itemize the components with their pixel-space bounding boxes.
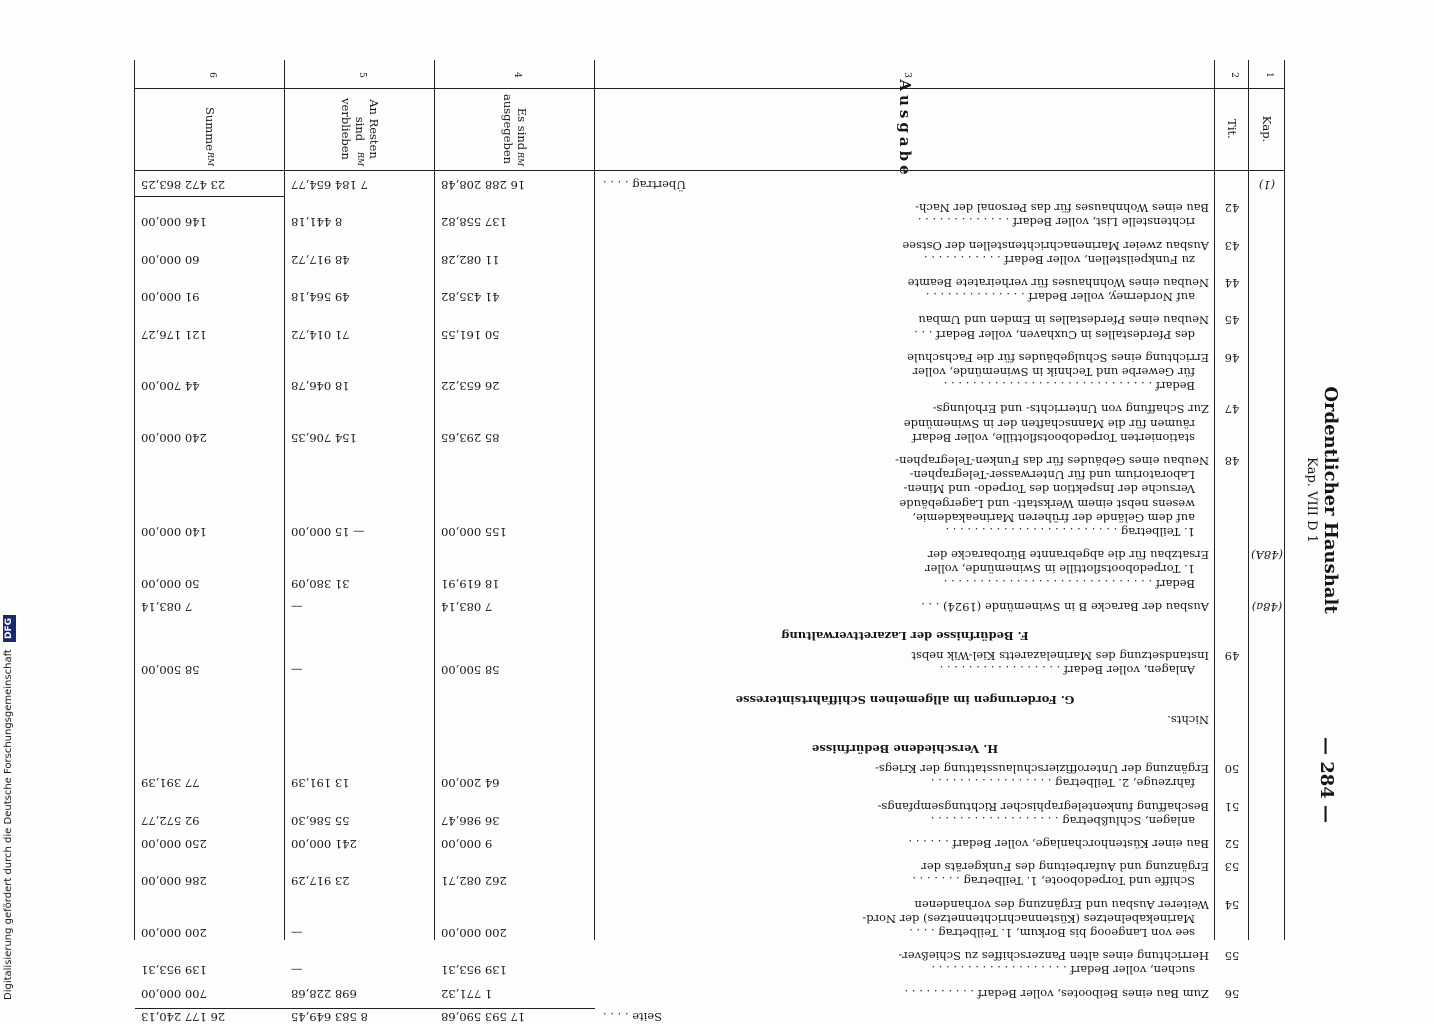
row-amount-n1: 17 593 590,68: [441, 1009, 526, 1024]
row-amount-n1: 58 500,00: [441, 663, 500, 678]
table-row: [135, 860, 1285, 888]
row-description-line: für Gewerbe und Technik in Swinemünde, voller: [912, 365, 1195, 380]
row-tit: 55: [1224, 949, 1240, 964]
header-rule: [135, 170, 1285, 171]
row-amount-n1: 26 653,22: [441, 379, 500, 394]
row-tit: 50: [1224, 762, 1240, 777]
table-row: [135, 178, 1285, 192]
column-number: 1: [1264, 72, 1274, 78]
row-amount-n3: 91 000,00: [141, 290, 200, 305]
row-tit: 47: [1224, 402, 1240, 417]
row-description-line: Errichtung eines Schulgebäudes für die Fachschule: [907, 350, 1209, 365]
section-heading-text: G. Forderungen im allgemeinen Schiffahrtsinteresse: [735, 692, 1075, 707]
row-amount-n2: — 15 000,00: [291, 525, 365, 540]
row-amount-n3: 7 083,14: [141, 599, 193, 614]
row-description-line: Ausbau zweier Marinenachrichtenstellen der Ostsee: [902, 238, 1209, 253]
row-tit: 45: [1224, 313, 1240, 328]
section-heading: [595, 629, 1215, 643]
row-description-line: wesens nebst einem Werkstatt- und Lagergebäude: [899, 496, 1195, 511]
row-amount-n1: 137 558,82: [441, 215, 507, 230]
column-header-tit: Tit.: [1225, 119, 1239, 139]
row-tit: 56: [1224, 986, 1240, 1001]
row-description-line: auf dem Gelände der früheren Marineakademie,: [912, 510, 1195, 525]
row-tit: 54: [1224, 897, 1240, 912]
row-amount-n3: 250 000,00: [141, 837, 207, 852]
row-amount-n2: 23 917,29: [291, 874, 350, 889]
dfg-note-text: Digitalisierung gefördert durch die Deutsche Forschungsgemeinschaft: [3, 649, 14, 1000]
row-description-line: Bedarf . . . . . . . . . . . . . . . . . . . . . . . . . . . . .: [943, 576, 1195, 591]
row-amount-n3: 146 000,00: [141, 215, 207, 230]
row-description-line: 1. Teilbetrag . . . . . . . . . . . . . . . . . . . . . . . .: [945, 525, 1195, 540]
header-rule: [135, 88, 1285, 89]
row-description-line: Ergänzung und Aufarbeitung des Funkgeräts der: [921, 860, 1209, 875]
row-amount-n1: 18 619,91: [441, 576, 500, 591]
table-row: [135, 201, 1285, 229]
row-amount-n3: 92 572,77: [141, 813, 200, 828]
document-page: [90, 60, 1345, 1024]
column-number: 5: [357, 72, 367, 78]
row-description-line: Zur Schaffung von Unterrichts- und Erholungs-: [932, 402, 1209, 417]
row-tit: 51: [1224, 799, 1240, 814]
row-description-line: fahrzeuge, 2. Teilbetrag . . . . . . . . . . . . . . . . .: [930, 776, 1195, 791]
row-amount-n1: 41 435,82: [441, 290, 500, 305]
row-amount-n1: 36 986,47: [441, 813, 500, 828]
row-amount-n3: 139 953,31: [141, 963, 207, 978]
row-description-line: zu Funkpeilstellen, voller Bedarf . . . . . . . . . . .: [924, 252, 1195, 267]
row-description-line: Ausbau der Baracke B in Swinemünde (1924) . . .: [921, 599, 1209, 614]
row-amount-n2: 71 014,72: [291, 327, 350, 342]
row-amount-n2: —: [291, 963, 303, 978]
row-amount-n3: 60 000,00: [141, 252, 200, 267]
row-description-line: Ersatzbau für die abgebrannte Bürobaracke der: [927, 548, 1209, 563]
row-description-line: auf Norderney, voller Bedarf . . . . . . . . . . . . . .: [925, 290, 1195, 305]
row-description-line: Beschaffung funkentelegraphischer Richtungsempfangs-: [877, 799, 1209, 814]
row-description-line: des Pferdestalles in Cuxhaven, voller Bedarf . . .: [914, 327, 1195, 342]
row-description-line: 1. Torpedobootsflottille in Swinemünde, voller: [925, 562, 1195, 577]
table-row: [135, 454, 1285, 539]
row-amount-n2: 31 380,09: [291, 576, 350, 591]
row-kap: (1): [1258, 178, 1276, 193]
row-amount-n3: 50 000,00: [141, 576, 200, 591]
dfg-logo-icon: DFG: [3, 615, 16, 642]
row-description-line: Instandsetzung des Marinelazaretts Kiel-Wik nebst: [911, 649, 1209, 664]
row-amount-n2: 7 184 654,77: [291, 178, 368, 193]
column-number: 6: [207, 72, 217, 78]
column-number: 3: [902, 72, 912, 78]
table-row: [135, 402, 1285, 445]
row-tit: 46: [1224, 350, 1240, 365]
row-description-line: Seite . . . .: [603, 1009, 663, 1024]
row-description-line: stationierten Torpedobootsflottille, voller Bedarf: [912, 430, 1195, 445]
row-amount-n2: 698 228,68: [291, 986, 357, 1001]
row-amount-n3: 140 000,00: [141, 525, 207, 540]
rotated-sheet: [90, 60, 1345, 1024]
dfg-funding-note: [0, 600, 18, 1000]
row-amount-n2: —: [291, 663, 303, 678]
table-row: [135, 762, 1285, 790]
table-row: [135, 649, 1285, 677]
row-description-line: Zum Bau eines Beibootes, voller Bedarf . . . . . . . . . .: [904, 986, 1209, 1001]
row-amount-n3: 200 000,00: [141, 926, 207, 941]
unit-label: RM: [206, 152, 215, 167]
row-description-line: Nichts.: [1167, 712, 1209, 727]
section-heading-text: H. Verschiedene Bedürfnisse: [811, 742, 999, 757]
row-amount-n2: 18 046,78: [291, 379, 350, 394]
row-description-line: richtenstelle List, voller Bedarf . . . . . . . . . . . . .: [917, 215, 1195, 230]
row-amount-n2: —: [291, 599, 303, 614]
row-amount-n1: 1 771,32: [441, 986, 493, 1001]
row-amount-n1: 200 000,00: [441, 926, 507, 941]
row-amount-n3: 23 472 863,25: [141, 178, 226, 193]
section-heading-text: F. Bedürfnisse der Lazarettverwaltung: [781, 629, 1029, 644]
table-row: [135, 548, 1285, 591]
table-row: [135, 949, 1285, 977]
row-amount-n2: —: [291, 926, 303, 941]
subtotal-rule: [135, 1008, 595, 1009]
row-description-line: Bedarf . . . . . . . . . . . . . . . . . . . . . . . . . . . . .: [943, 379, 1195, 394]
column-header-kap: Kap.: [1260, 115, 1274, 143]
row-amount-n2: 154 706,35: [291, 430, 357, 445]
page-subtitle: Kap. VIII D 1: [1304, 457, 1319, 543]
row-amount-n2: 8 583 649,45: [291, 1009, 368, 1024]
row-tit: 48: [1224, 454, 1240, 469]
row-tit: 53: [1224, 860, 1240, 875]
row-amount-n1: 7 083,14: [441, 599, 493, 614]
row-description-line: Laboratorium und für Unterwasser-Telegraphen-: [909, 468, 1195, 483]
row-amount-n3: 240 000,00: [141, 430, 207, 445]
carryover-rule: [135, 196, 285, 197]
row-description-line: anlagen, Schlußbetrag . . . . . . . . . . . . . . . . . .: [930, 813, 1195, 828]
column-header-ausgabe: Ausgabe: [896, 79, 914, 179]
row-amount-n3: 286 000,00: [141, 874, 207, 889]
row-description-line: Übertrag . . . .: [603, 178, 686, 193]
table-row: [135, 239, 1285, 267]
row-amount-n2: 8 441,18: [291, 215, 343, 230]
table-row: [135, 898, 1285, 941]
row-tit: 49: [1224, 649, 1240, 664]
table-row: [135, 713, 1285, 727]
row-description-line: Bau eines Wohnhauses für das Personal der Nach-: [915, 201, 1209, 216]
table-row: [135, 313, 1285, 341]
row-description-line: see von Langeoog bis Borkum, 1. Teilbetrag . . . .: [909, 926, 1195, 941]
unit-label: RM: [356, 152, 365, 167]
row-amount-n3: 121 176,27: [141, 327, 207, 342]
row-amount-n3: 77 391,39: [141, 776, 200, 791]
row-tit: 44: [1224, 276, 1240, 291]
row-amount-n2: 55 586,30: [291, 813, 350, 828]
row-description-line: Anlagen, voller Bedarf . . . . . . . . . . . . . . . . .: [939, 663, 1195, 678]
row-amount-n1: 9 000,00: [441, 837, 493, 852]
table-row: [135, 600, 1285, 614]
section-heading: [595, 742, 1215, 756]
table-row: [135, 1010, 1285, 1024]
row-description-line: Weiterer Ausbau und Ergänzung des vorhandenen: [914, 897, 1209, 912]
row-kap: (48A): [1251, 548, 1283, 563]
row-amount-n3: 700 000,00: [141, 986, 207, 1001]
unit-label: RM: [516, 152, 525, 167]
row-kap: (48a): [1251, 599, 1283, 614]
row-tit: 52: [1224, 837, 1240, 852]
row-amount-n3: 26 177 240,13: [141, 1009, 226, 1024]
row-amount-n1: 262 082,71: [441, 874, 507, 889]
row-description-line: Schiffe und Torpedoboote, 1. Teilbetrag . . . . . . .: [912, 874, 1195, 889]
row-amount-n1: 64 200,00: [441, 776, 500, 791]
table-row: [135, 351, 1285, 394]
column-number: 2: [1229, 72, 1239, 78]
column-header-summe: Summe: [203, 107, 217, 151]
budget-table: [135, 60, 1285, 1024]
row-description-line: Neubau eines Gebäudes für das Funken-Telegraphen-: [895, 454, 1209, 469]
column-header-ausgegeben: Es sind ausgegeben: [501, 93, 529, 165]
row-description-line: räumen für die Mannschaften der in Swinemünde: [903, 416, 1195, 431]
row-amount-n2: 241 000,00: [291, 837, 357, 852]
row-tit: 43: [1224, 238, 1240, 253]
row-amount-n1: 16 288 208,48: [441, 178, 526, 193]
row-amount-n1: 85 293,65: [441, 430, 500, 445]
table-row: [135, 800, 1285, 828]
table-row: [135, 276, 1285, 304]
table-row: [135, 837, 1285, 851]
table-frame: [135, 60, 1285, 1024]
page-number: — 284 —: [1316, 736, 1337, 824]
row-amount-n2: 13 191,39: [291, 776, 350, 791]
row-description-line: suchen, voller Bedarf . . . . . . . . . . . . . . . . . . .: [931, 963, 1195, 978]
row-amount-n1: 50 161,55: [441, 327, 500, 342]
table-row: [135, 987, 1285, 1001]
row-amount-n3: 44 700,00: [141, 379, 200, 394]
row-description-line: Ergänzung der Unteroffizierschulausstattung der Kriegs-: [874, 762, 1209, 777]
row-description-line: Neubau eines Pferdestalles in Emden und Umbau: [918, 313, 1209, 328]
row-amount-n1: 139 953,31: [441, 963, 507, 978]
row-description-line: Versuche der Inspektion des Torpedo- und Minen-: [903, 482, 1195, 497]
section-heading: [595, 693, 1215, 707]
row-amount-n1: 11 082,28: [441, 252, 500, 267]
column-number: 4: [512, 72, 522, 78]
row-description-line: Neubau eines Wohnhauses für verheiratete Beamte: [907, 276, 1209, 291]
row-amount-n2: 49 564,18: [291, 290, 350, 305]
column-header-resten: An Resten sind verblieben: [339, 98, 381, 160]
row-amount-n1: 155 000,00: [441, 525, 507, 540]
row-description-line: Herrichtung eines alten Panzerschiffes zu Schießver-: [898, 949, 1209, 964]
row-description-line: Marinekabelnetzes (Küstennachrichtennetzes) der Nord-: [862, 911, 1195, 926]
row-tit: 42: [1224, 201, 1240, 216]
row-amount-n2: 48 917,72: [291, 252, 350, 267]
row-amount-n3: 58 500,00: [141, 663, 200, 678]
page-title: Ordentlicher Haushalt: [1320, 386, 1341, 614]
row-description-line: Bau einer Küstenhorchanlage, voller Bedarf . . . . . .: [908, 837, 1209, 852]
